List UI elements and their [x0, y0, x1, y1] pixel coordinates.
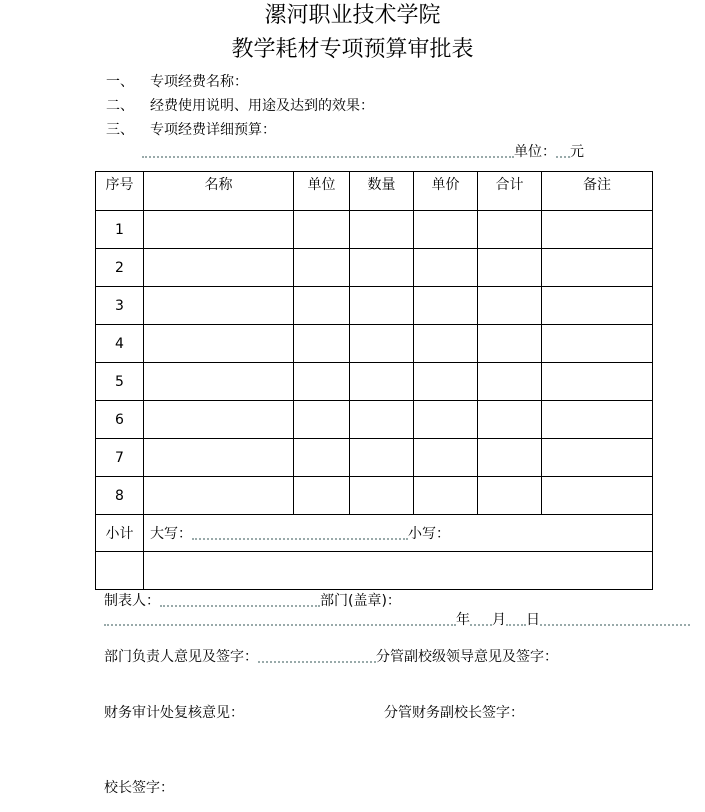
- dotted-leader: [258, 651, 376, 663]
- blank-cell[interactable]: [144, 552, 653, 590]
- cell-unit[interactable]: [294, 439, 350, 477]
- cell-name[interactable]: [144, 401, 294, 439]
- row-number: 6: [96, 401, 144, 439]
- cell-total[interactable]: [478, 439, 542, 477]
- dotted-leader: [540, 614, 690, 626]
- cell-name[interactable]: [144, 439, 294, 477]
- president-label: 校长签字：: [104, 780, 174, 796]
- cell-remark[interactable]: [542, 439, 653, 477]
- cell-price[interactable]: [414, 325, 478, 363]
- cell-unit[interactable]: [294, 477, 350, 515]
- finance-audit-label: 财务审计处复核意见：: [104, 705, 244, 721]
- cell-unit[interactable]: [294, 363, 350, 401]
- cell-total[interactable]: [478, 287, 542, 325]
- section-number: 二、: [106, 98, 134, 114]
- cell-remark[interactable]: [542, 325, 653, 363]
- row-number: 2: [96, 249, 144, 287]
- year-label: 年: [456, 612, 470, 628]
- cell-quantity[interactable]: [350, 211, 414, 249]
- cell-total[interactable]: [478, 211, 542, 249]
- dotted-leader: [506, 614, 526, 626]
- cell-price[interactable]: [414, 401, 478, 439]
- table-row: [96, 211, 653, 249]
- cell-unit[interactable]: [294, 249, 350, 287]
- uppercase-label: 大写：: [150, 526, 192, 542]
- day-label: 日: [526, 612, 540, 628]
- table-row: [96, 325, 653, 363]
- cell-quantity[interactable]: [350, 439, 414, 477]
- blank-cell: [96, 552, 144, 590]
- budget-table: [95, 171, 653, 590]
- cell-unit[interactable]: [294, 401, 350, 439]
- section-text: 专项经费名称：: [150, 74, 248, 90]
- footer-dept-head-line: [104, 648, 558, 666]
- cell-price[interactable]: [414, 249, 478, 287]
- row-number: 3: [96, 287, 144, 325]
- department-label: 部门(盖章)：: [320, 593, 401, 609]
- row-number: 8: [96, 477, 144, 515]
- preparer-label: 制表人：: [104, 593, 160, 609]
- header-cell: 备注: [542, 172, 653, 211]
- dotted-leader: [142, 146, 514, 158]
- table-row: [96, 439, 653, 477]
- table-row: [96, 401, 653, 439]
- cell-total[interactable]: [478, 363, 542, 401]
- row-number: 7: [96, 439, 144, 477]
- dotted-leader: [556, 146, 570, 158]
- header-cell: 单价: [414, 172, 478, 211]
- header-cell: 名称: [144, 172, 294, 211]
- lowercase-label: 小写：: [408, 526, 450, 542]
- cell-price[interactable]: [414, 439, 478, 477]
- subtotal-label: 小计: [96, 515, 144, 552]
- cell-remark[interactable]: [542, 363, 653, 401]
- subtotal-row: [96, 515, 653, 552]
- cell-remark[interactable]: [542, 211, 653, 249]
- section-number: 一、: [106, 74, 134, 90]
- cell-quantity[interactable]: [350, 363, 414, 401]
- section-1: [106, 73, 248, 91]
- row-number: 1: [96, 211, 144, 249]
- cell-total[interactable]: [478, 477, 542, 515]
- header-cell: 单位: [294, 172, 350, 211]
- header-cell: 数量: [350, 172, 414, 211]
- cell-name[interactable]: [144, 249, 294, 287]
- finance-vice-label: 分管财务副校长签字：: [384, 705, 524, 721]
- section-2: [106, 97, 374, 115]
- cell-total[interactable]: [478, 401, 542, 439]
- unit-value: 元: [570, 144, 584, 160]
- cell-quantity[interactable]: [350, 325, 414, 363]
- blank-row: [96, 552, 653, 590]
- cell-remark[interactable]: [542, 477, 653, 515]
- unit-line: [142, 143, 584, 161]
- footer-preparer-line: [104, 592, 401, 610]
- dotted-leader: [192, 528, 408, 540]
- month-label: 月: [492, 612, 506, 628]
- row-number: 5: [96, 363, 144, 401]
- section-text: 专项经费详细预算：: [150, 122, 276, 138]
- cell-remark[interactable]: [542, 249, 653, 287]
- cell-remark[interactable]: [542, 287, 653, 325]
- vice-leader-label: 分管副校级领导意见及签字：: [376, 649, 558, 665]
- cell-unit[interactable]: [294, 325, 350, 363]
- cell-price[interactable]: [414, 287, 478, 325]
- dept-head-label: 部门负责人意见及签字：: [104, 649, 258, 665]
- table-row: [96, 287, 653, 325]
- section-number: 三、: [106, 122, 134, 138]
- table-header-row: [96, 172, 653, 211]
- cell-quantity[interactable]: [350, 249, 414, 287]
- cell-total[interactable]: [478, 325, 542, 363]
- cell-name[interactable]: [144, 477, 294, 515]
- table-row: [96, 477, 653, 515]
- section-3: [106, 121, 276, 139]
- cell-name[interactable]: [144, 325, 294, 363]
- dotted-leader: [470, 614, 492, 626]
- cell-price[interactable]: [414, 477, 478, 515]
- cell-name[interactable]: [144, 287, 294, 325]
- row-number: 4: [96, 325, 144, 363]
- cell-unit[interactable]: [294, 211, 350, 249]
- cell-price[interactable]: [414, 211, 478, 249]
- cell-quantity[interactable]: [350, 287, 414, 325]
- title-form-name: 教学耗材专项预算审批表: [231, 37, 474, 62]
- footer-date-line: [104, 611, 690, 629]
- cell-quantity[interactable]: [350, 477, 414, 515]
- cell-unit[interactable]: [294, 287, 350, 325]
- header-cell: 序号: [96, 172, 144, 211]
- unit-label: 单位：: [514, 144, 556, 160]
- table-row: [96, 249, 653, 287]
- section-text: 经费使用说明、用途及达到的效果：: [150, 98, 374, 114]
- dotted-leader: [104, 614, 456, 626]
- dotted-leader: [160, 595, 320, 607]
- table-row: [96, 363, 653, 401]
- title-school-name: 漯河职业技术学院: [264, 3, 441, 28]
- cell-total[interactable]: [478, 249, 542, 287]
- cell-price[interactable]: [414, 363, 478, 401]
- header-cell: 合计: [478, 172, 542, 211]
- cell-remark[interactable]: [542, 401, 653, 439]
- cell-name[interactable]: [144, 211, 294, 249]
- subtotal-amount-cell[interactable]: [144, 515, 653, 552]
- cell-quantity[interactable]: [350, 401, 414, 439]
- cell-name[interactable]: [144, 363, 294, 401]
